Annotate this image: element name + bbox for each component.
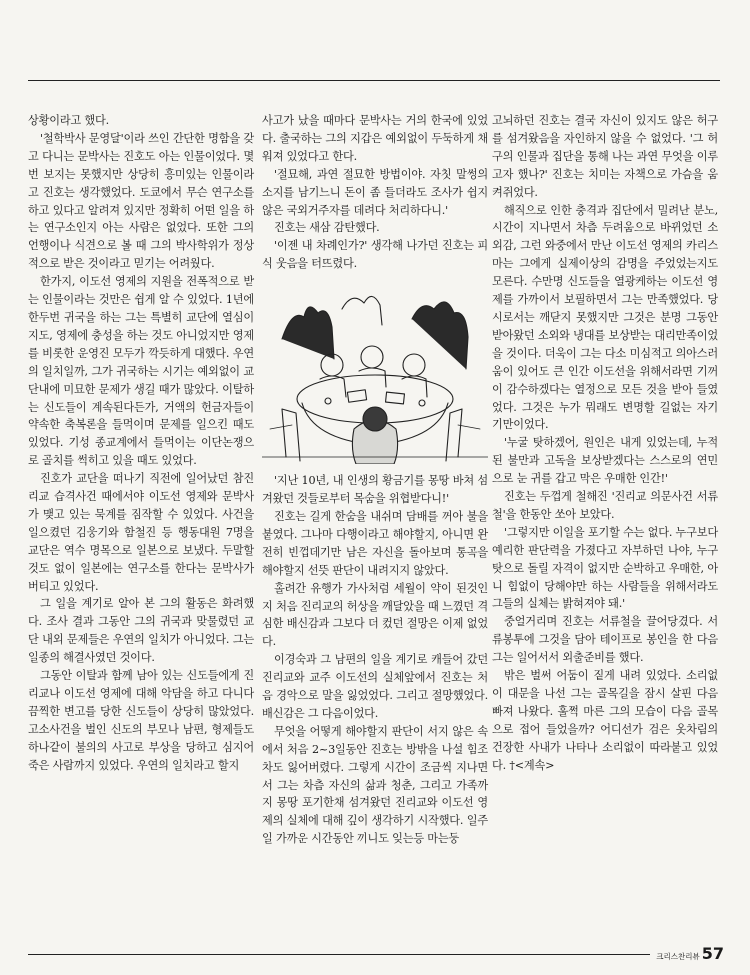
paragraph: '지난 10년, 내 인생의 황금기를 몽땅 바쳐 섬겨왔던 것들로부터 목숨을 위협받다니!': [262, 474, 488, 506]
paragraph: 한가지, 이도선 영제의 지원을 전폭적으로 받는 인물이라는 것만은 쉽게 알 수 있었다. 1년에 한두번 귀국을 하는 그는 특별히 교단에 열심이지도, 영제에 충성을 하는 것도 아니었지만 영제를 비롯한 운영진 모두가 깍듯하게 대했다. 우연의 일치일까, 그가 귀국하는 시기는 예외없이 교단내에 미묘한 문제가 생길 때가 많았다. 이탈하는 신도들이 계속된다든가, 거액의 헌금자들이 약속한 축복론을 들먹이며 문제를 일으킨 때도 있었다. 기성 종교계에서 들먹이는 이단논쟁으로 골치를 썩히고 있을 때도 있었다.: [28, 275, 254, 468]
paragraph: '그렇지만 이일을 포기할 수는 없다. 누구보다 예리한 판단력을 가졌다고 자부하던 나야, 누구 탓으로 돌릴 자격이 없지만 순박하고 우매한, 아니 힘없이 당해야만 하는 사람들을 위해서라도 그들의 실체는 밝혀져야 돼.': [492, 525, 718, 611]
column-2: [262, 112, 488, 848]
paragraph: 상황이라고 했다.: [28, 114, 109, 127]
paragraph: 진호가 교단을 떠나기 직전에 일어났던 참진리교 습격사건 때에서야 이도선 영제와 문박사가 맺고 있는 묵계를 짐작할 수 있었다. 사건을 일으켰던 김웅기와 함철진 등 행동대원 7명을 교단은 역수 명목으로 일본으로 보냈다. 두말할 것도 없이 일본에는 연구소를 한다는 문박사가 버티고 있었다.: [28, 472, 254, 593]
column-3: [492, 112, 718, 775]
paragraph: 이경숙과 그 남편의 일을 계기로 캐들어 갔던 진리교와 교주 이도선의 실체앞에서 진호는 처음 경악으로 말을 잃었었다. 그리고 절망했었다. 배신감은 그 다음이었다.: [262, 653, 488, 720]
paragraph: 사고가 났을 때마다 문박사는 거의 한국에 있었다. 출국하는 그의 지갑은 예외없이 두둑하게 채워져 있었다고 한다.: [262, 114, 488, 163]
paragraph: '이젠 내 차례인가?' 생각해 나가던 진호는 피식 웃음을 터뜨렸다.: [262, 239, 488, 271]
paragraph: 진호는 두껍게 철해진 '진리교 의문사건 서류철'을 한동안 쏘아 보았다.: [492, 490, 718, 521]
paragraph: '누굴 탓하겠어, 원인은 내게 있었는데, 누적된 불만과 고독을 보상받겠다는 스스로의 연민으로 눈 귀를 갑고 막은 우매한 인간!': [492, 436, 718, 486]
magazine-name: 크리스찬리뷰: [656, 952, 700, 961]
paragraph: '철학박사 문영달'이라 쓰인 간단한 명함을 갖고 다니는 문박사는 진호도 아는 인물이었다. 몇번 보지는 못했지만 상당히 흥미있는 인물이라고 진호는 생각했었다. 도쿄에서 무슨 연구소를 하고 있다고 알려져 있지만 정확히 어떤 일을 하는 연구소인지 아는 사람은 없었다. 또한 그의 언행이나 식견으로 볼 때 그의 박사학위가 정상적으로 받은 것이라고 믿기는 어려웠다.: [28, 131, 254, 271]
paragraph: 진호는 길게 한숨을 내쉬며 담배를 꺼아 불을 붙였다. 그나마 다행이라고 해야할지, 아니면 완전히 빈껍데기만 남은 자신을 돌아보며 통곡을 해야할지 선뜻 판단이 내려지지 않았다.: [262, 509, 488, 577]
story-illustration: [262, 279, 488, 464]
paragraph: 진호는 새삼 감탄했다.: [274, 221, 380, 235]
page-footer: [656, 944, 724, 963]
paragraph: 고뇌하던 진호는 결국 자신이 있지도 않은 허구를 섬겨왔음을 자인하지 않을 수 없었다. '그 허구의 인물과 집단을 통해 나는 과연 무엇을 이루고자 했나?' 진호는 치미는 자책으로 가슴을 움켜쥐었다.: [492, 114, 718, 199]
paragraph: 그 일을 계기로 알아 본 그의 활동은 화려했다. 조사 결과 그동안 그의 귀국과 맞물렸던 교단 내외 문제들은 우연의 일치가 아니었다. 그는 일종의 해결사였던 것이다.: [28, 597, 254, 665]
column-1: [28, 112, 254, 775]
header-rule: [28, 80, 720, 81]
paragraph: 그동안 이탈과 함께 남아 있는 신도들에게 진리교나 이도선 영제에 대해 악담을 하고 다니다 끔찍한 변고를 당한 신도들이 상당히 많았었다. 고소사건을 벌인 신도의 부모나 남편, 형제들도 하나같이 불의의 사고로 부상을 당하고 심지어 죽은 사람까지 있었다. 우연의 일치라고 할지: [28, 669, 254, 772]
paragraph: 해직으로 인한 충격과 집단에서 밀려난 분노, 시간이 지나면서 차츰 두려움으로 바뀌었던 소외감, 그런 와중에서 만난 이도선 영제의 카리스마는 그에게 실제이상의 감명을 주었었는지도 모른다. 수만명 신도들을 열광케하는 이도선 영제를 가까이서 보필하면서 그는 만족했었다. 당시로서는 깨닫지 못했지만 그것은 분명 그동안 받아왔던 소외와 냉대를 보상받는 대리만족이었을 것이다. 더욱이 그는 다소 미심적고 의아스러움이 있어도 큰 인간 이도선을 위해서라면 기꺼이 감수하겠다는 열정으로 모든 것을 받아 들였었다. 그것은 누가 뭐래도 변명할 길없는 자기 기만이었다.: [492, 203, 718, 432]
paragraph: 무엇을 어떻게 해야할지 판단이 서지 않은 속에서 처음 2~3일동안 진호는 방밖을 나설 힘조차도 잃어버렸다. 그렇게 시간이 조금씩 지나면서 그는 차츰 자신의 삶과 청춘, 그리고 가족까지 몽땅 포기한채 섬겨왔던 진리교와 이도선 영제의 실체에 대해 깊이 생각하기 시작했다. 일주일 가까운 시간동안 끼니도 잊는등 마는둥: [262, 724, 488, 846]
footer-rule: [28, 954, 650, 955]
page-number: 57: [701, 944, 724, 963]
paragraph: '절묘해, 과연 절묘한 방법이야. 자칫 말썽의 소지를 남기느니 돈이 좀 들더라도 조사가 쉽지않은 국외거주자를 데려다 처리하다니.': [262, 167, 488, 217]
paragraph: 중얼거리며 진호는 서류철을 끌어당겼다. 서류봉투에 그것을 담아 테이프로 봉인을 한 다음 그는 일어서서 외출준비를 했다.: [492, 615, 718, 665]
paragraph: 밖은 벌써 어둠이 짙게 내려 있었다. 소리없이 대문을 나선 그는 골목길을 잠시 살핀 다음 빠져 나왔다. 훌쩍 마른 그의 모습이 다음 골목으로 접어 들었을까? 어디선가 검은 옷차림의 건장한 사내가 나타나 소리없이 따라붙고 있었다. †<계속>: [492, 669, 718, 772]
paragraph: 홀려간 유행가 가사처럼 세월이 약이 된것인지 처음 진리교의 허상을 깨달았을 때 느꼈던 격심한 배신감과 그보다 더 컸던 절망은 이제 없었다.: [262, 581, 488, 649]
